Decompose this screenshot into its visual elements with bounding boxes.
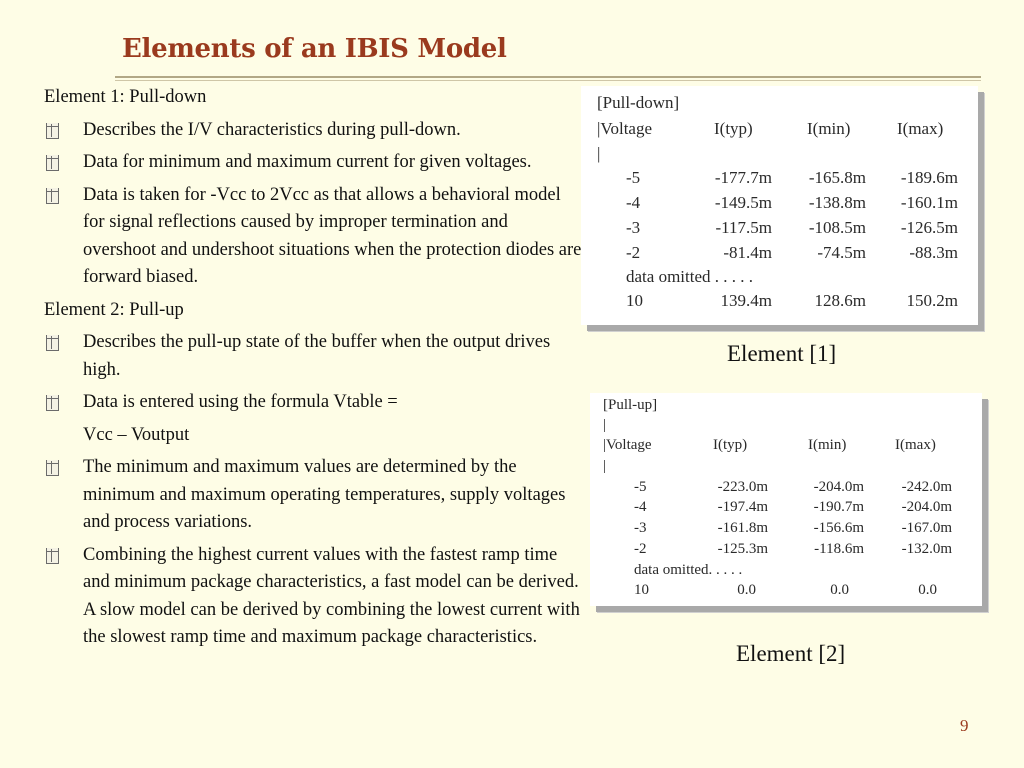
table-cell: -74.5m <box>817 243 866 262</box>
table-cell: -2 <box>634 541 647 557</box>
table-cell: -156.6m <box>813 520 864 536</box>
bullet-item <box>44 542 584 652</box>
table-cell: -242.0m <box>901 479 952 495</box>
pulldown-table-panel <box>581 86 978 325</box>
table-cell: -88.3m <box>909 243 958 262</box>
table-cell: -2 <box>626 243 641 262</box>
formula-continuation: Vcc – Voutput <box>83 424 190 445</box>
title-rule <box>115 76 981 78</box>
table-cell: -108.5m <box>808 218 866 237</box>
bullet-text: Describes the I/V characteristics during pull-down. <box>83 119 461 140</box>
pulldown-header-min: I(min) <box>807 119 851 138</box>
pullup-header-min: I(min) <box>808 437 847 453</box>
book-bullet-icon <box>46 335 59 351</box>
table-cell: -223.0m <box>717 479 768 495</box>
table-cell: -5 <box>634 479 647 495</box>
table-cell: -177.7m <box>714 168 772 187</box>
table-cell: 10 <box>626 291 643 310</box>
table-cell: -160.1m <box>900 193 958 212</box>
table-cell: 128.6m <box>814 291 866 310</box>
pullup-table-panel <box>590 393 982 606</box>
table-cell: -197.4m <box>717 499 768 515</box>
table-cell: -138.8m <box>808 193 866 212</box>
table-cell: -4 <box>626 193 641 212</box>
table-cell: -117.5m <box>715 218 772 237</box>
element2-heading: Element 2: Pull-up <box>44 299 184 320</box>
slide-title: Elements of an IBIS Model <box>122 34 507 64</box>
table-cell: 150.2m <box>906 291 958 310</box>
table-cell: -5 <box>626 168 641 187</box>
table-cell: -126.5m <box>900 218 958 237</box>
table-cell: -167.0m <box>901 520 952 536</box>
pullup-header-voltage: |Voltage <box>603 437 652 453</box>
bullet-item <box>44 389 584 417</box>
bullet-text: Combining the highest current values with the fastest ramp time and minimum package characteristics, a fast model can be derived. A slow model can be derived by combining the lowest current with the slowest ramp time and maximum package characteristics. <box>83 544 580 647</box>
pulldown-header-typ: I(typ) <box>714 119 753 138</box>
element1-bullets <box>44 117 584 292</box>
book-bullet-icon <box>46 155 59 171</box>
table-cell: -3 <box>626 218 641 237</box>
bullet-item <box>44 182 584 292</box>
element2-bullets <box>44 329 584 417</box>
table-cell: -204.0m <box>901 499 952 515</box>
page-number: 9 <box>960 716 969 735</box>
table-cell: -125.3m <box>717 541 768 557</box>
title-rule-secondary <box>115 80 981 81</box>
table-cell: -81.4m <box>723 243 772 262</box>
bullet-text: Data is taken for -Vcc to 2Vcc as that allows a behavioral model for signal reflections caused by improper termination and overshoot and undershoot situations when the protection diodes are forward biased. <box>83 184 582 287</box>
table-cell: -161.8m <box>717 520 768 536</box>
bullet-text: Data is entered using the formula Vtable = <box>83 392 398 412</box>
book-bullet-icon <box>46 188 59 204</box>
pulldown-header-max: I(max) <box>897 119 944 138</box>
element2-bullets-continued <box>44 454 584 652</box>
bullet-item <box>44 329 584 384</box>
pulldown-separator: | <box>597 144 601 163</box>
book-bullet-icon <box>46 460 59 476</box>
table-cell: -149.5m <box>714 193 772 212</box>
pulldown-header-voltage: |Voltage <box>597 119 653 138</box>
pullup-caption: Element [2] <box>736 641 846 666</box>
pulldown-keyword: [Pull-down] <box>597 93 680 112</box>
bullet-text: The minimum and maximum values are determined by the minimum and maximum operating temperatures, supply voltages and process variations. <box>83 457 566 532</box>
bullet-item <box>44 454 584 537</box>
bullet-text: Data for minimum and maximum current for given voltages. <box>83 152 532 172</box>
bullet-item <box>44 117 584 145</box>
pullup-omitted-note: data omitted. . . . . <box>634 562 743 578</box>
bullet-text: Describes the pull-up state of the buffer when the output drives high. <box>83 332 551 380</box>
pullup-header-max: I(max) <box>895 437 936 453</box>
book-bullet-icon <box>46 395 59 411</box>
table-cell: -132.0m <box>901 541 952 557</box>
book-bullet-icon <box>46 123 59 139</box>
bullet-item <box>44 149 584 177</box>
pulldown-caption: Element [1] <box>727 341 837 366</box>
table-cell: -3 <box>634 520 647 536</box>
table-cell: -165.8m <box>808 168 866 187</box>
table-cell: 0.0 <box>830 582 849 598</box>
slide-body <box>44 84 584 657</box>
pullup-separator: | <box>603 417 607 433</box>
pullup-separator-2: | <box>603 458 607 474</box>
element1-heading: Element 1: Pull-down <box>44 87 207 107</box>
table-cell: 10 <box>634 582 649 598</box>
table-cell: -118.6m <box>814 541 864 557</box>
table-cell: 139.4m <box>720 291 772 310</box>
table-cell: 0.0 <box>737 582 756 598</box>
pullup-header-typ: I(typ) <box>713 437 748 453</box>
table-cell: -4 <box>634 499 647 515</box>
pullup-keyword: [Pull-up] <box>603 397 658 413</box>
table-cell: 0.0 <box>918 582 937 598</box>
table-cell: -189.6m <box>900 168 958 187</box>
pulldown-omitted-note: data omitted . . . . . <box>626 267 754 286</box>
book-bullet-icon <box>46 548 59 564</box>
table-cell: -204.0m <box>813 479 864 495</box>
table-cell: -190.7m <box>813 499 864 515</box>
